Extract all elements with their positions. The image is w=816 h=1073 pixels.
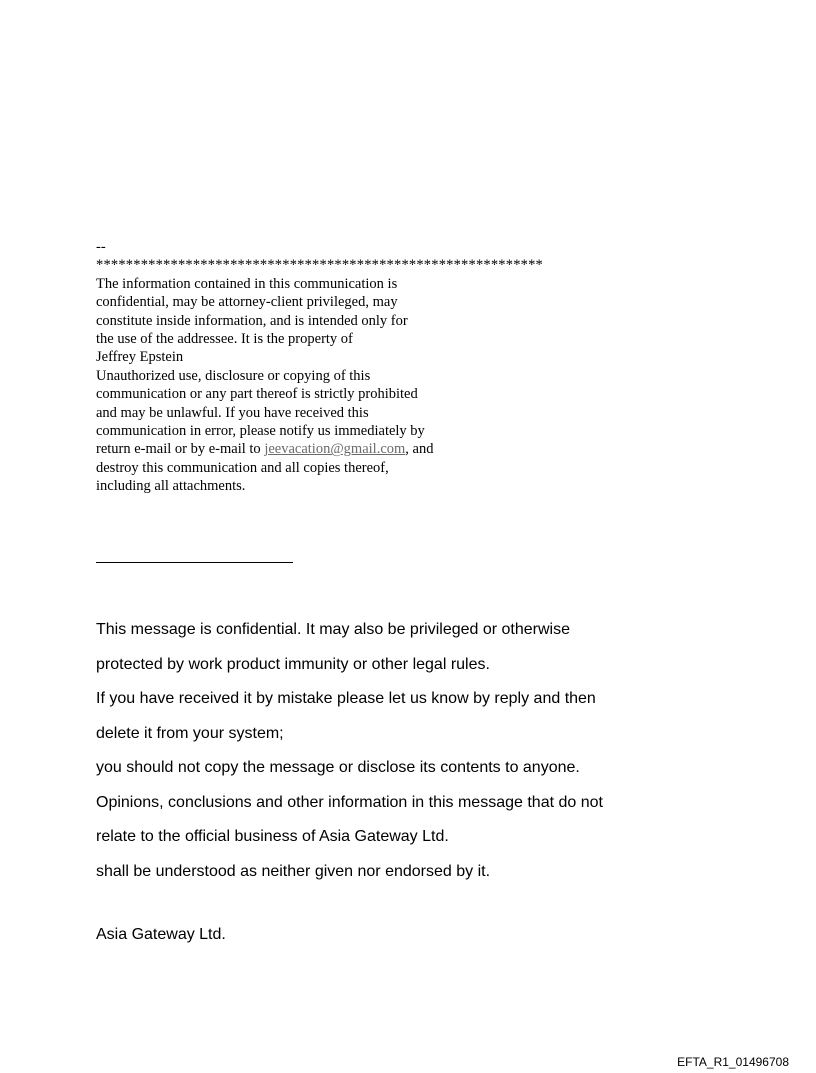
notice-line: the use of the addressee. It is the property of: [96, 331, 353, 348]
disclaimer-line: shall be understood as neither given nor endorsed by it.: [96, 862, 491, 880]
return-line-suffix: , and: [405, 441, 434, 458]
disclaimer-line: relate to the official business of Asia Gateway Ltd.: [96, 828, 449, 845]
horizontal-divider: [96, 562, 293, 563]
disclaimer-line: you should not copy the message or disclose its contents to anyone.: [96, 759, 580, 776]
notice-line: and may be unlawful. If you have received this: [96, 404, 369, 421]
signature-separator: --: [96, 239, 106, 255]
notice-line: Unauthorized use, disclosure or copying of this: [96, 367, 371, 384]
email-link[interactable]: jeevacation@gmail.com: [264, 441, 406, 458]
disclaimer-line: protected by work product immunity or other legal rules.: [96, 655, 490, 673]
notice-line: constitute inside information, and is intended only for: [96, 312, 408, 329]
notice-line: including all attachments.: [96, 478, 246, 495]
notice-owner-name: Jeffrey Epstein: [96, 349, 184, 366]
disclaimer-line: delete it from your system;: [96, 724, 284, 742]
confidentiality-notice: [96, 238, 543, 496]
notice-line: confidential, may be attorney-client privileged, may: [96, 294, 398, 311]
return-line-prefix: return e-mail or by e-mail to: [96, 441, 265, 458]
disclaimer-line: If you have received it by mistake please let us know by reply and then: [96, 690, 596, 707]
notice-line: The information contained in this communication is: [96, 275, 398, 292]
notice-line: communication or any part thereof is strictly prohibited: [96, 386, 418, 403]
disclaimer-line: Opinions, conclusions and other information in this message that do not: [96, 793, 603, 811]
notice-return-line: [96, 440, 543, 458]
asterisk-divider: ************************************************************: [96, 257, 543, 274]
company-name: Asia Gateway Ltd.: [96, 926, 226, 943]
document-id: EFTA_R1_01496708: [677, 1055, 789, 1069]
legal-disclaimer: [96, 613, 603, 889]
notice-line: destroy this communication and all copies thereof,: [96, 459, 389, 476]
notice-line: communication in error, please notify us immediately by: [96, 423, 425, 440]
disclaimer-line: This message is confidential. It may also be privileged or otherwise: [96, 621, 570, 638]
